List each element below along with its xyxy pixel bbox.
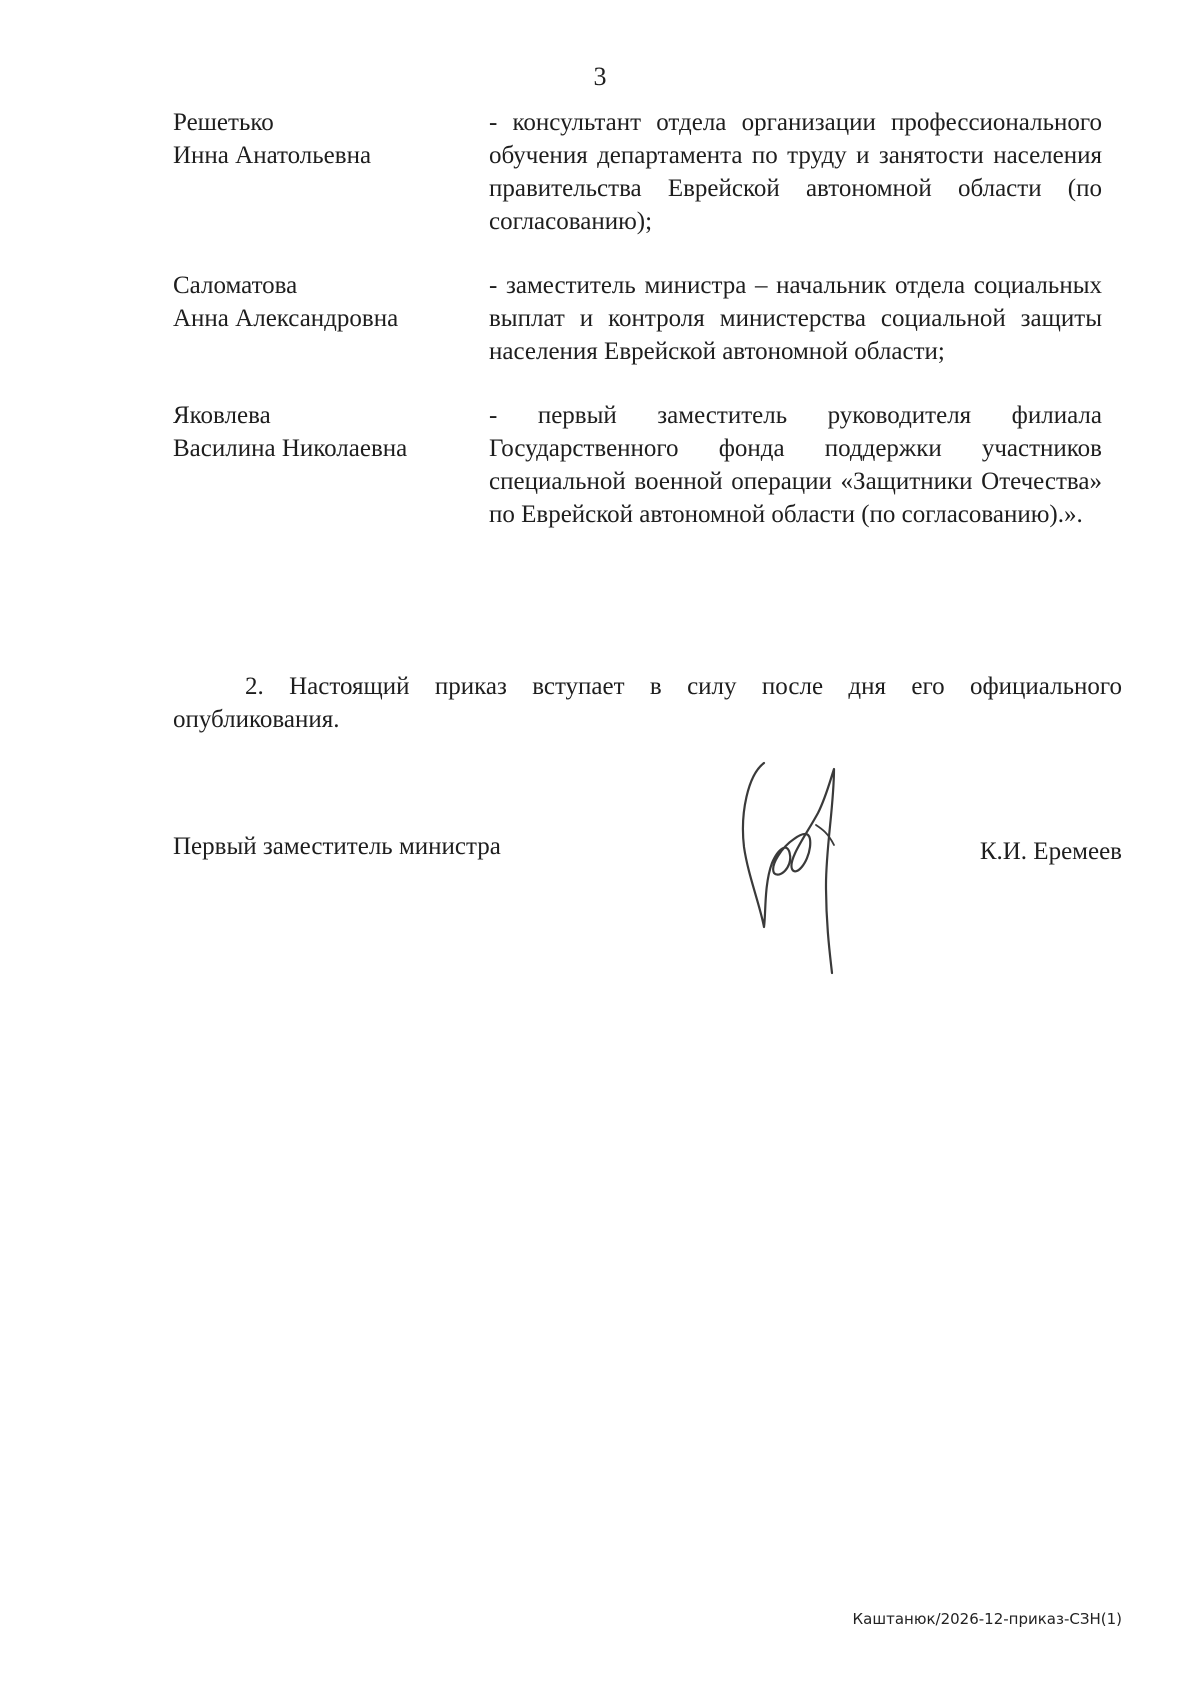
member-name [173, 399, 489, 531]
member-role: - первый заместитель руководителя филиала Государственного фонда поддержки участников специальной военной операции «Защитники Отечества» по Еврейской автономной области (по согласованию).». [489, 402, 1102, 528]
document-footer-code: Каштанюк/2026-12-приказ-СЗН(1) [852, 1610, 1122, 1628]
signer-name: К.И. Еремеев [979, 838, 1122, 865]
signer-position: Первый заместитель министра [173, 833, 501, 860]
member-entry [173, 106, 1102, 238]
member-entry [173, 269, 1102, 368]
member-given-names: Инна Анатольевна [173, 142, 372, 169]
member-surname: Яковлева [173, 402, 271, 429]
member-given-names: Анна Александровна [173, 305, 399, 332]
member-name [173, 269, 489, 368]
member-given-names: Василина Николаевна [173, 435, 408, 462]
clause-2: 2. Настоящий приказ вступает в силу после дня его официального опубликования. [173, 673, 1122, 733]
member-role: - консультант отдела организации профессионального обучения департамента по труду и занятости населения правительства Еврейской автономной области (по согласованию); [489, 109, 1102, 235]
member-role: - заместитель министра – начальник отдела социальных выплат и контроля министерства социальной защиты населения Еврейской автономной области; [489, 272, 1102, 365]
member-surname: Саломатова [173, 272, 298, 299]
member-entry [173, 399, 1102, 531]
member-name [173, 106, 489, 238]
committee-member-list [173, 106, 1102, 562]
handwritten-signature [730, 755, 850, 975]
member-surname: Решетько [173, 109, 274, 136]
page-number: 3 [593, 62, 607, 91]
